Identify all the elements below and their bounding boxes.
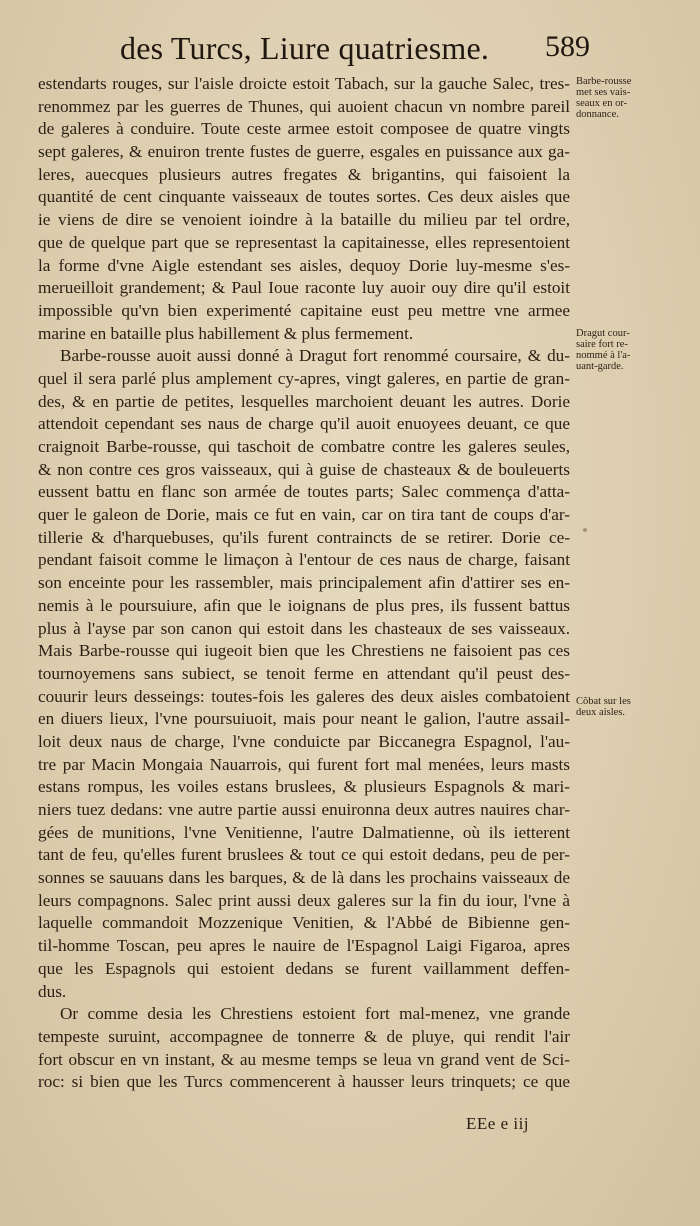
text-line: estendarts rouges, sur l'aisle droicte estoit Tabach, sur la gauche Salec, tres- <box>38 74 570 93</box>
text-line: nemis à le poursuiure, afin que le ioignans de plus pres, ils fussent battus <box>38 595 570 615</box>
text-line: attendoit cependant ses naus de charge qu'il auoit enuoyees deuant, ce que <box>38 414 570 434</box>
text-line: tre par Macin Mongaia Nauarrois, qui furent fort mal menées, leurs masts <box>38 754 570 774</box>
text-line: la forme d'vne Aigle estendant ses aisles, dequoy Dorie luy-mesme s'es- <box>38 255 570 275</box>
text-line: merueilloit grandement; & Paul Ioue raconte luy auoir ouy dire qu'il estoit <box>38 278 570 298</box>
text-line: eussent battu en flanc son armée de toutes parts; Salec commença d'atta- <box>38 482 570 502</box>
text-line: impossible qu'vn bien experimenté capitaine eust peu mettre vne armee <box>38 300 570 320</box>
text-line: Mais Barbe-rousse qui iugeoit bien que les Chrestiens ne faisoient pas ces <box>38 641 570 661</box>
text-line: tournoyemens sans subiect, se tenoit ferme en attendant qu'il peust des- <box>38 663 570 683</box>
text-line: Or comme desia les Chrestiens estoient fort mal-menez, vne grande <box>60 1004 570 1024</box>
running-title: des Turcs, Liure quatriesme. <box>120 30 490 66</box>
text-line: sept galeres, & enuiron trente fustes de guerre, esgales en puissance aux ga- <box>38 142 570 162</box>
text-line: roc: si bien que les Turcs commencerent à hausser leurs trinquets; ce que <box>38 1072 570 1092</box>
text-line: quel il sera parlé plus amplement cy-apres, vingt galeres, en partie de gran- <box>38 368 570 388</box>
text-line: pendant faisoit comme le limaçon à l'entour de ces naus de charge, faisant <box>38 550 570 570</box>
ink-spot <box>583 528 587 532</box>
text-line: plus à l'ayse par son canon qui estoit dans les chasteaux de ses vaisseaux. <box>38 618 570 638</box>
text-line: marine en bataille plus habillement & plus fermement. <box>38 323 414 343</box>
text-line: quer le galeon de Dorie, mais ce fut en vain, car on tira tant de coups d'ar- <box>38 505 570 525</box>
text-line: tant de feu, qu'elles furent bruslees & tout ce qui estoit dedans, peu de per- <box>38 845 570 865</box>
text-line: couurir leurs desseings: toutes-fois les galeres des deux aisles combatoient <box>38 686 570 706</box>
text-line: dus. <box>38 981 67 1001</box>
text-line: craignoit Barbe-rousse, qui taschoit de combatre contre les galeres seules, <box>38 437 570 456</box>
margin-note: Barbe-rousse met ses vais- seaux en or- donnance. <box>576 76 632 120</box>
text-line: des, & en partie de petites, lesquelles marchoient deuant les autres. Dorie <box>38 391 570 411</box>
margin-note: Cõbat sur les deux aisles. <box>576 696 631 718</box>
body-text <box>38 73 570 1094</box>
text-line: ie viens de dire se venoient ioindre à la bataille du milieu par tel ordre, <box>38 210 570 230</box>
text-line: tillerie & d'harquebuses, qu'ils furent contraincts de se retirer. Dorie ce- <box>38 527 570 547</box>
text-line: Barbe-rousse auoit aussi donné à Dragut fort renommé coursaire, & du- <box>60 346 570 366</box>
text-line: gées de munitions, l'vne Venitienne, l'autre Dalmatienne, où ils ietterent <box>38 822 570 842</box>
text-line: til-homme Toscan, peu apres le nauire de l'Espagnol Laigi Figaroa, apres <box>38 936 570 956</box>
text-line: loit deux naus de charge, l'vne conduicte par Biccanegra Espagnol, l'au- <box>38 731 570 751</box>
text-line: en diuers lieux, l'vne poursuiuoit, mais pour neant le galion, l'autre assail- <box>38 709 570 729</box>
text-line: laquelle commandoit Mozzenique Venitien, & l'Abbé de Bibienne gen- <box>38 913 570 933</box>
text-line: sonnes se sauuans dans les barques, & de là dans les prochains vaisseaux de <box>38 868 570 888</box>
text-line: renommez par les guerres de Thunes, qui auoient chacun vn nombre pareil <box>38 96 570 116</box>
running-header <box>120 30 590 70</box>
text-line: & non contre ces gros vaisseaux, qui à guise de chasteaux & de bouleuerts <box>38 459 570 479</box>
text-line: leurs compagnons. Salec print aussi deux galeres sur la fin du iour, l'vne à <box>38 890 570 910</box>
text-line: son enceinte pour les rassembler, mais principalement afin d'attirer ses en- <box>38 573 570 593</box>
signature-mark: EEe e iij <box>466 1114 530 1133</box>
text-line: estans rompus, les voiles estans bruslees, & plusieurs Espagnols & mari- <box>38 777 570 797</box>
margin-note: Dragut cour- saire fort re- nommé à l'a- uant-garde. <box>576 328 631 372</box>
page-number: 589 <box>545 30 590 63</box>
text-line: que les Espagnols qui estoient dedans se furent vaillamment deffen- <box>38 958 570 978</box>
text-line: quantité de cent cinquante vaisseaux de toutes sortes. Ces deux aisles que <box>38 187 570 207</box>
text-line: fort obscur en vn instant, & au mesme temps se leua vn grand vent de Sci- <box>38 1049 570 1069</box>
text-line: tempeste suruint, accompagnee de tonnerre & de pluye, qui rendit l'air <box>38 1026 570 1046</box>
text-line: de galeres à conduire. Toute ceste armee estoit composee de quatre vingts <box>38 119 570 139</box>
text-line: que de quelque part que se representast la capitainesse, elles representoient <box>38 232 570 252</box>
text-line: niers tuez dedans: vne autre partie aussi enuironna deux autres nauires char- <box>38 800 570 819</box>
text-line: leres, auecques plusieurs autres fregates & brigantins, qui faisoient la <box>38 164 570 184</box>
